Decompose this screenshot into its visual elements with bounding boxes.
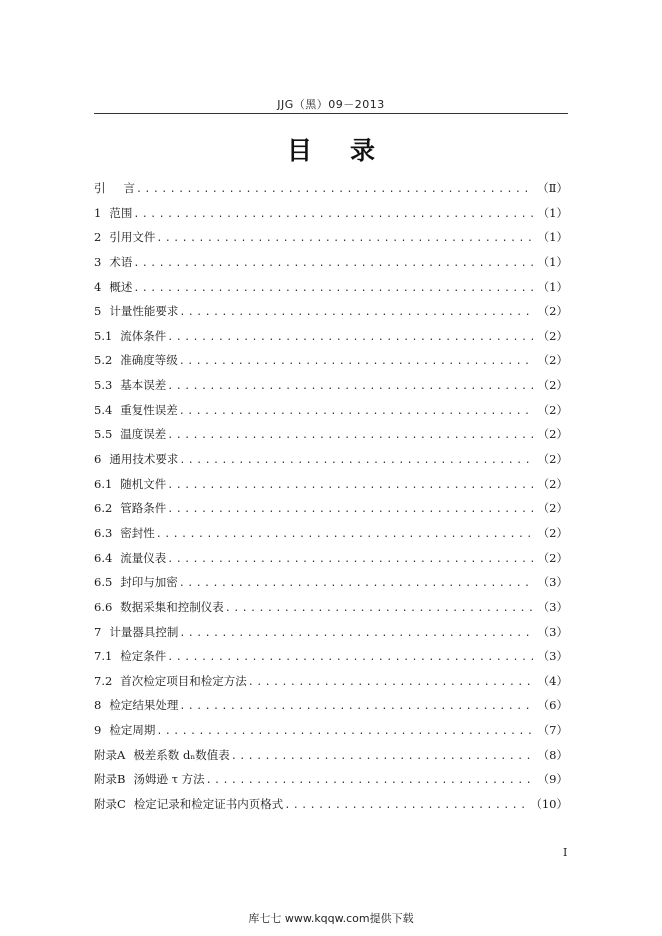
toc-entry[interactable] <box>94 472 568 497</box>
toc-entry[interactable] <box>94 496 568 521</box>
toc-entry[interactable] <box>94 570 568 595</box>
toc-entry-number: 5.2 <box>94 353 113 368</box>
toc-dot-leader <box>133 252 533 275</box>
toc-entry-number: 7.1 <box>94 649 113 664</box>
toc-entry-page: （2） <box>537 525 568 540</box>
toc-entry[interactable] <box>94 324 568 349</box>
toc-entry-page: （8） <box>537 747 568 762</box>
toc-entry-number: 9 <box>94 723 102 738</box>
toc-entry[interactable] <box>94 743 568 768</box>
toc-entry-title: 检定条件 <box>120 649 167 664</box>
toc-entry[interactable] <box>94 718 568 743</box>
toc-dot-leader <box>206 769 534 792</box>
toc-dot-leader <box>225 597 534 620</box>
toc-entry-title: 准确度等级 <box>120 353 178 368</box>
toc-dot-leader <box>167 474 533 497</box>
toc-entry[interactable] <box>94 201 568 226</box>
toc-entry-page: （2） <box>537 353 568 368</box>
toc-entry[interactable] <box>94 620 568 645</box>
toc-entry[interactable] <box>94 644 568 669</box>
toc-entry-page: （4） <box>537 673 568 688</box>
toc-dot-leader <box>248 671 534 694</box>
toc-entry-title: 密封性 <box>120 525 155 540</box>
toc-entry-number: 6.1 <box>94 476 113 491</box>
toc-entry-page: （2） <box>537 550 568 565</box>
toc-entry-title: 流量仪表 <box>120 550 167 565</box>
toc-entry-page: （Ⅱ） <box>537 181 568 195</box>
toc-entry[interactable] <box>94 176 568 201</box>
toc-entry-number: 6.5 <box>94 575 113 590</box>
toc-entry-page: （3） <box>537 575 568 590</box>
toc-entry-page: （3） <box>537 599 568 614</box>
toc-entry-title: 管路条件 <box>120 501 167 516</box>
toc-entry-number: 5 <box>94 304 102 319</box>
toc-dot-leader <box>167 375 533 398</box>
toc-entry[interactable] <box>94 693 568 718</box>
toc-entry-page: （2） <box>537 427 568 442</box>
toc-entry-title: 检定周期 <box>109 723 156 738</box>
toc-entry[interactable] <box>94 398 568 423</box>
toc-entry-page: （2） <box>537 304 568 319</box>
toc-entry[interactable] <box>94 422 568 447</box>
toc-entry[interactable] <box>94 348 568 373</box>
toc-entry[interactable] <box>94 275 568 300</box>
toc-entry-title: 通用技术要求 <box>109 452 179 467</box>
toc-entry[interactable] <box>94 546 568 571</box>
toc-dot-leader <box>167 646 533 669</box>
toc-entry[interactable] <box>94 521 568 546</box>
toc-dot-leader <box>167 424 533 447</box>
toc-dot-leader <box>231 745 534 768</box>
toc-entry-number: 引 <box>94 181 106 195</box>
toc-entry-page: （3） <box>537 649 568 664</box>
toc-entry-title: 检定记录和检定证书内页格式 <box>133 797 284 812</box>
toc-entry-title: 随机文件 <box>120 476 167 491</box>
toc-entry-number: 6.6 <box>94 599 113 614</box>
toc-entry-title: 流体条件 <box>120 328 167 343</box>
toc-entry[interactable] <box>94 767 568 792</box>
toc-dot-leader <box>167 498 533 521</box>
toc-dot-leader <box>156 227 533 250</box>
toc-entry-page: （2） <box>537 402 568 417</box>
toc-entry[interactable] <box>94 250 568 275</box>
toc-entry-number: 附录A <box>94 747 126 762</box>
toc-entry[interactable] <box>94 225 568 250</box>
toc-entry-title: 重复性误差 <box>120 402 178 417</box>
toc-entry-title: 计量器具控制 <box>109 624 179 639</box>
toc-entry-page: （7） <box>537 723 568 738</box>
toc-entry[interactable] <box>94 447 568 472</box>
toc-entry-title: 温度误差 <box>120 427 167 442</box>
header-divider <box>94 113 568 114</box>
toc-entry-title: 范围 <box>109 205 133 220</box>
toc-entry-title: 检定结果处理 <box>109 698 179 713</box>
page-title: 目录 <box>286 136 413 165</box>
toc-entry-number: 5.3 <box>94 378 113 393</box>
toc-entry-title: 极差系数 dₙ数值表 <box>133 747 230 762</box>
toc-entry-number: 附录B <box>94 772 126 787</box>
toc-entry-title: 首次检定项目和检定方法 <box>120 673 247 688</box>
toc-entry-number: 7 <box>94 624 102 639</box>
toc-entry-title: 基本误差 <box>120 378 167 393</box>
page-number: I <box>563 846 568 859</box>
toc-entry-title: 术语 <box>109 254 133 269</box>
toc-entry-title: 数据采集和控制仪表 <box>120 599 224 614</box>
toc-entry-page: （1） <box>537 205 568 220</box>
download-footer: 库七七 www.kqqw.com提供下载 <box>248 912 414 925</box>
toc-entry-number: 6 <box>94 452 102 467</box>
toc-entry-number: 6.3 <box>94 525 113 540</box>
toc-entry-number: 附录C <box>94 797 126 812</box>
toc-dot-leader <box>179 449 533 472</box>
toc-dot-leader <box>179 695 533 718</box>
toc-entry[interactable] <box>94 373 568 398</box>
toc-entry-number: 2 <box>94 230 102 245</box>
toc-dot-leader <box>179 301 533 324</box>
toc-entry-number: 5.1 <box>94 328 113 343</box>
toc-entry-page: （2） <box>537 452 568 467</box>
toc-dot-leader <box>179 572 534 595</box>
toc-entry-page: （2） <box>537 328 568 343</box>
toc-entry-number: 1 <box>94 205 102 220</box>
toc-entry-number: 7.2 <box>94 673 113 688</box>
toc-entry-number: 6.2 <box>94 501 113 516</box>
toc-dot-leader <box>179 400 534 423</box>
toc-entry-title: 汤姆逊 τ 方法 <box>133 772 205 787</box>
toc-dot-leader <box>179 622 533 645</box>
toc-entry-title: 计量性能要求 <box>109 304 179 319</box>
table-of-contents <box>94 176 568 817</box>
toc-entry-number: 5.4 <box>94 402 113 417</box>
toc-dot-leader <box>156 523 534 546</box>
toc-entry-page: （1） <box>537 254 568 269</box>
toc-entry-page: （10） <box>530 797 568 812</box>
toc-dot-leader <box>133 277 533 300</box>
toc-entry-number: 8 <box>94 698 102 713</box>
toc-dot-leader <box>156 720 533 743</box>
toc-entry-page: （2） <box>537 476 568 491</box>
toc-entry-page: （2） <box>537 378 568 393</box>
standard-code-header: JJG（黑）09－2013 <box>277 98 385 111</box>
toc-entry[interactable] <box>94 792 568 817</box>
toc-entry-title: 言 <box>123 181 135 195</box>
toc-entry-page: （2） <box>537 501 568 516</box>
toc-dot-leader <box>136 178 533 201</box>
toc-entry-title: 概述 <box>109 279 133 294</box>
toc-entry[interactable] <box>94 669 568 694</box>
toc-entry-number: 6.4 <box>94 550 113 565</box>
toc-dot-leader <box>167 326 533 349</box>
toc-entry-number: 4 <box>94 279 102 294</box>
toc-dot-leader <box>167 548 533 571</box>
toc-entry-title: 引用文件 <box>109 230 156 245</box>
toc-entry-page: （6） <box>537 698 568 713</box>
toc-dot-leader <box>133 203 533 226</box>
toc-entry[interactable] <box>94 595 568 620</box>
toc-dot-leader <box>284 794 526 817</box>
toc-entry-number: 3 <box>94 254 102 269</box>
toc-entry-page: （9） <box>537 772 568 787</box>
toc-entry[interactable] <box>94 299 568 324</box>
toc-entry-number: 5.5 <box>94 427 113 442</box>
toc-entry-page: （1） <box>537 279 568 294</box>
toc-dot-leader <box>179 350 534 373</box>
toc-entry-page: （1） <box>537 230 568 245</box>
toc-entry-page: （3） <box>537 624 568 639</box>
toc-entry-title: 封印与加密 <box>120 575 178 590</box>
